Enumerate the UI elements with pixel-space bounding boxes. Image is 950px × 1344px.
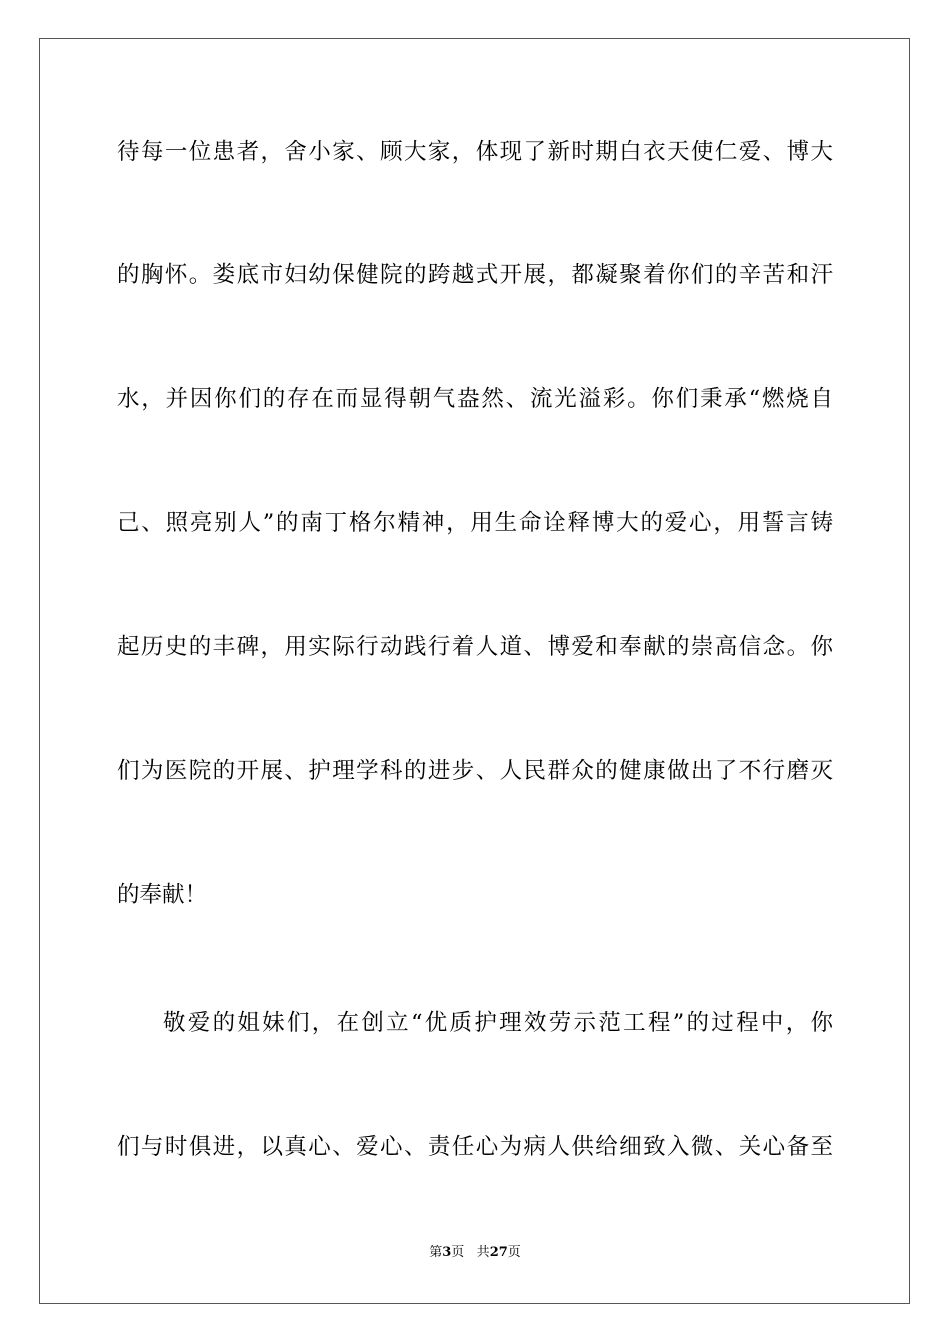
page-frame: [39, 38, 910, 1304]
total-pages: 27: [489, 1245, 508, 1260]
paragraph-first-line: 敬爱的姐妹们，在创立“优质护理效劳示范工程”的过程中，你: [163, 1010, 833, 1036]
page-suffix: 页: [451, 1245, 465, 1260]
page-footer: [0, 1244, 950, 1262]
total-suffix: 页: [507, 1245, 521, 1260]
text-line: 己、照亮别人”的南丁格尔精神，用生命诠释博大的爱心，用誓言铸: [117, 510, 833, 536]
text-line: 们与时俱进，以真心、爱心、责任心为病人供给细致入微、关心备至: [117, 1134, 833, 1160]
total-prefix: 共: [476, 1245, 490, 1260]
text-line: 待每一位患者，舍小家、顾大家，体现了新时期白衣天使仁爱、博大: [117, 139, 833, 165]
page-number: 3: [442, 1245, 452, 1260]
text-line: 的胸怀。娄底市妇幼保健院的跨越式开展，都凝聚着你们的辛苦和汗: [117, 262, 833, 288]
text-line: 们为医院的开展、护理学科的进步、人民群众的健康做出了不行磨灭: [117, 758, 833, 784]
text-line: 的奉献！: [117, 882, 208, 908]
text-line: 水，并因你们的存在而显得朝气盎然、流光溢彩。你们秉承“燃烧自: [117, 386, 833, 412]
text-line: 起历史的丰碑，用实际行动践行着人道、博爱和奉献的崇高信念。你: [117, 634, 833, 660]
page-prefix: 第: [429, 1245, 443, 1260]
